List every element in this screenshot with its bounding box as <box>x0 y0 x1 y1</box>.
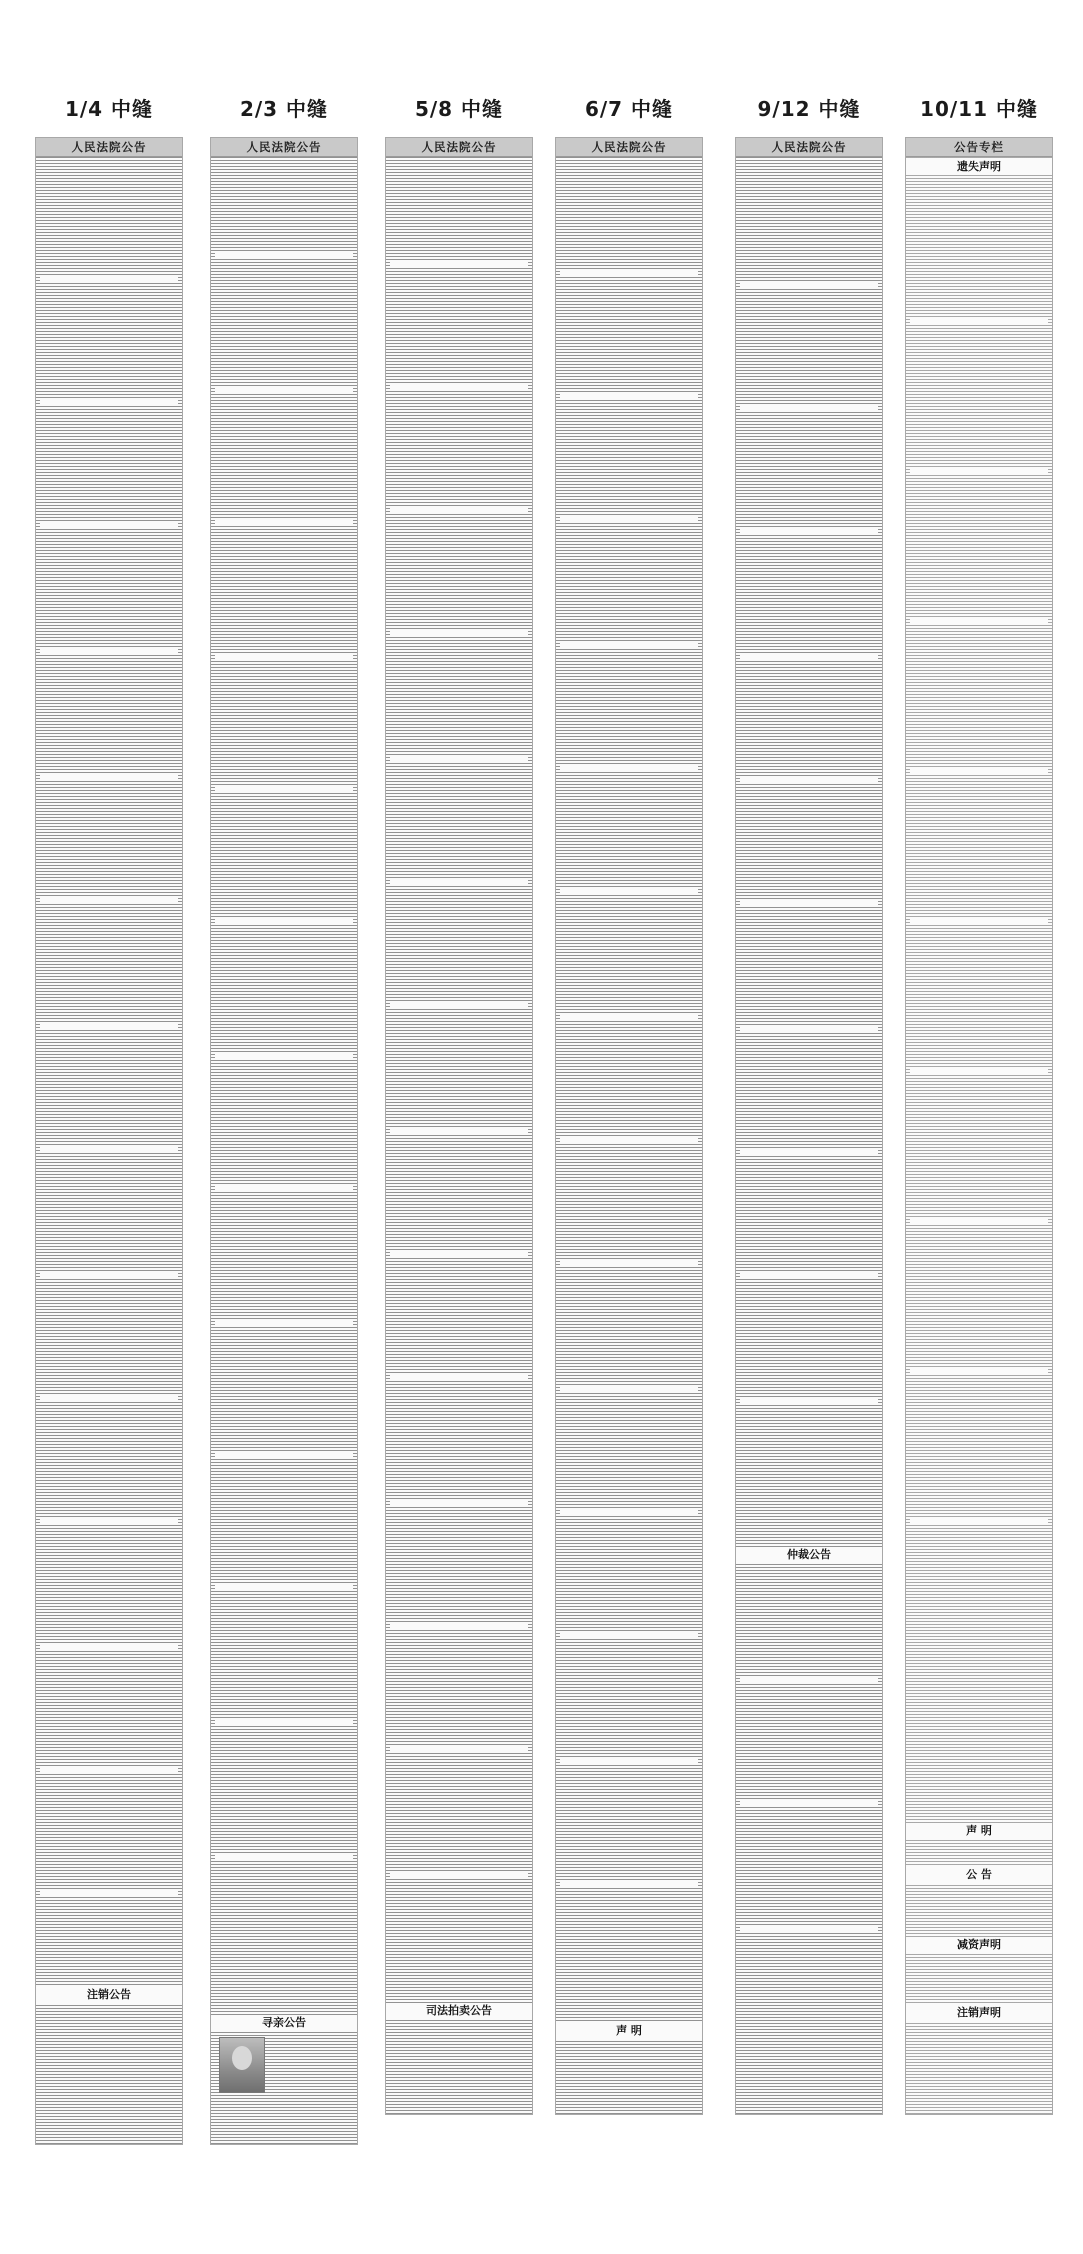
notice-body-text <box>386 157 532 2114</box>
column-heading: 5/8 中缝 <box>414 97 504 121</box>
section-title: 注销声明 <box>906 2005 1052 2021</box>
notice-body-text <box>736 157 882 2114</box>
notice-body-text <box>556 157 702 2114</box>
notice-strip <box>210 137 358 2145</box>
notice-banner: 人民法院公告 <box>556 138 702 157</box>
column-heading: 2/3 中缝 <box>239 97 329 121</box>
column-10-11 <box>905 82 1053 2115</box>
section-title: 声 明 <box>906 1823 1052 1839</box>
column-heading: 1/4 中缝 <box>64 97 154 121</box>
notice-banner: 公告专栏 <box>906 138 1052 157</box>
notice-body-text <box>211 157 357 2144</box>
column-heading: 10/11 中缝 <box>920 97 1038 121</box>
notice-body-text <box>36 157 182 2144</box>
column-1-4 <box>35 82 183 2145</box>
column-heading: 9/12 中缝 <box>757 97 861 121</box>
column-9-12 <box>735 82 883 2115</box>
section-title: 声 明 <box>556 2023 702 2039</box>
section-title: 减资声明 <box>906 1937 1052 1953</box>
column-heading: 6/7 中缝 <box>584 97 674 121</box>
section-title: 仲裁公告 <box>736 1547 882 1563</box>
column-2-3 <box>210 82 358 2145</box>
person-photo <box>219 2037 265 2093</box>
section-title: 司法拍卖公告 <box>386 2003 532 2019</box>
section-title: 注销公告 <box>36 1987 182 2003</box>
notice-strip <box>555 137 703 2115</box>
notice-strip <box>35 137 183 2145</box>
section-title: 寻亲公告 <box>211 2015 357 2031</box>
notice-banner: 人民法院公告 <box>211 138 357 157</box>
notice-body-text <box>906 157 1052 2114</box>
notice-strip <box>385 137 533 2115</box>
notice-strip <box>735 137 883 2115</box>
section-title: 公 告 <box>906 1867 1052 1883</box>
notice-strip <box>905 137 1053 2115</box>
column-6-7 <box>555 82 703 2115</box>
notice-banner: 人民法院公告 <box>386 138 532 157</box>
column-5-8 <box>385 82 533 2115</box>
notice-banner: 人民法院公告 <box>36 138 182 157</box>
section-title: 遗失声明 <box>906 159 1052 175</box>
notice-banner: 人民法院公告 <box>736 138 882 157</box>
